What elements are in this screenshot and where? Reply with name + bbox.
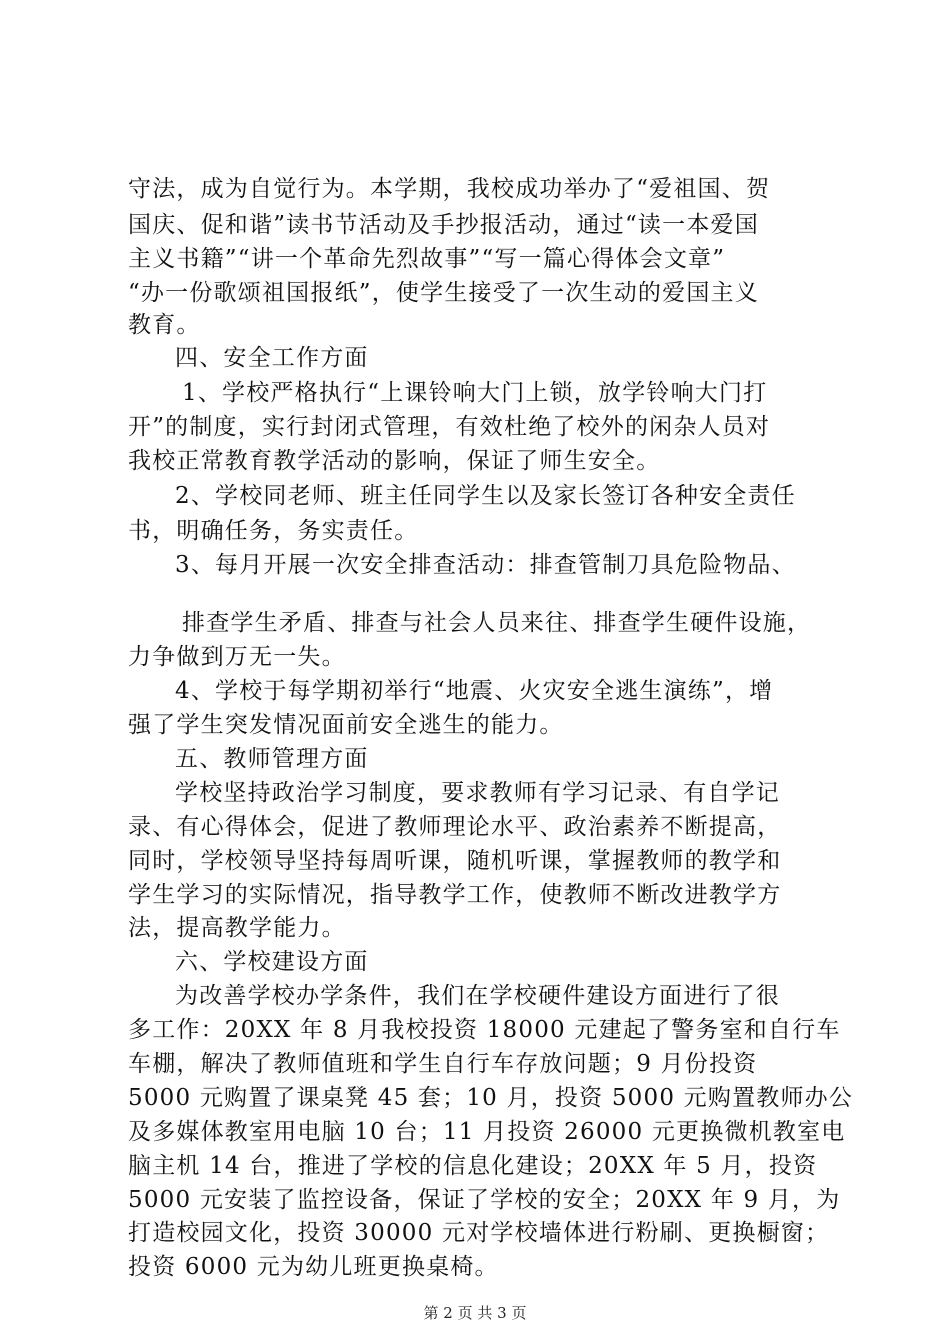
paragraph-line: 4、学校于每学期初举行“地震、火灾安全逃生演练”，增 [175,678,774,704]
paragraph-line: 主义书籍”“讲一个革命先烈故事”“写一篇心得体会文章” [128,246,726,272]
paragraph-line: 车棚，解决了教师值班和学生自行车存放问题；9 月份投资 [128,1051,758,1077]
page-number-footer: 第 2 页 共 3 页 [423,1304,527,1322]
paragraph-line: 守法，成为自觉行为。本学期，我校成功举办了“爱祖国、贺 [128,176,771,202]
paragraph-line: “办一份歌颂祖国报纸”，使学生接受了一次生动的爱国主义 [128,280,759,306]
paragraph-line: 及多媒体教室用电脑 10 台；11 月投资 26000 元更换微机教室电 [128,1119,846,1145]
paragraph-line: 脑主机 14 台，推进了学校的信息化建设；20XX 年 5 月，投资 [128,1153,818,1179]
paragraph-line: 同时，学校领导坚持每周听课，随机听课，掌握教师的教学和 [128,848,782,874]
paragraph-line: 2、学校同老师、班主任同学生以及家长签订各种安全责任 [175,483,796,509]
paragraph-line: 多工作：20XX 年 8 月我校投资 18000 元建起了警务室和自行车 [128,1017,841,1043]
paragraph-line: 排查学生矛盾、排查与社会人员来往、排查学生硬件设施， [182,610,812,636]
paragraph-line: 5000 元安装了监控设备，保证了学校的安全；20XX 年 9 月，为 [128,1187,841,1213]
paragraph-line: 力争做到万无一失。 [128,644,346,670]
paragraph-line: 法，提高教学能力。 [128,915,346,941]
paragraph-line: 为改善学校办学条件，我们在学校硬件建设方面进行了很 [175,983,780,1009]
paragraph-line: 录、有心得体会，促进了教师理论水平、政治素养不断提高， [128,814,782,840]
section-heading-construction: 六、学校建设方面 [175,949,369,975]
paragraph-line: 投资 6000 元为幼儿班更换桌椅。 [128,1254,499,1280]
paragraph-line: 开”的制度，实行封闭式管理，有效杜绝了校外的闲杂人员对 [128,414,771,440]
paragraph-line: 5000 元购置了课桌凳 45 套；10 月，投资 5000 元购置教师办公 [128,1085,854,1111]
paragraph-line: 学生学习的实际情况，指导教学工作，使教师不断改进教学方 [128,882,782,908]
paragraph-line: 书，明确任务，务实责任。 [128,518,419,544]
paragraph-line: 教育。 [128,312,201,338]
paragraph-line: 学校坚持政治学习制度，要求教师有学习记录、有自学记 [175,780,780,806]
paragraph-line: 强了学生突发情况面前安全逃生的能力。 [128,712,564,738]
paragraph-line: 3、每月开展一次安全排查活动：排查管制刀具危险物品、 [175,552,796,578]
paragraph-line: 我校正常教育教学活动的影响，保证了师生安全。 [128,448,661,474]
section-heading-teachers: 五、教师管理方面 [175,746,369,772]
paragraph-line: 1、学校严格执行“上课铃响大门上锁，放学铃响大门打 [182,380,768,406]
paragraph-line: 国庆、促和谐”读书节活动及手抄报活动，通过“读一本爱国 [128,212,759,238]
paragraph-line: 打造校园文化，投资 30000 元对学校墙体进行粉刷、更换橱窗； [128,1220,830,1246]
section-heading-safety: 四、安全工作方面 [175,345,369,371]
